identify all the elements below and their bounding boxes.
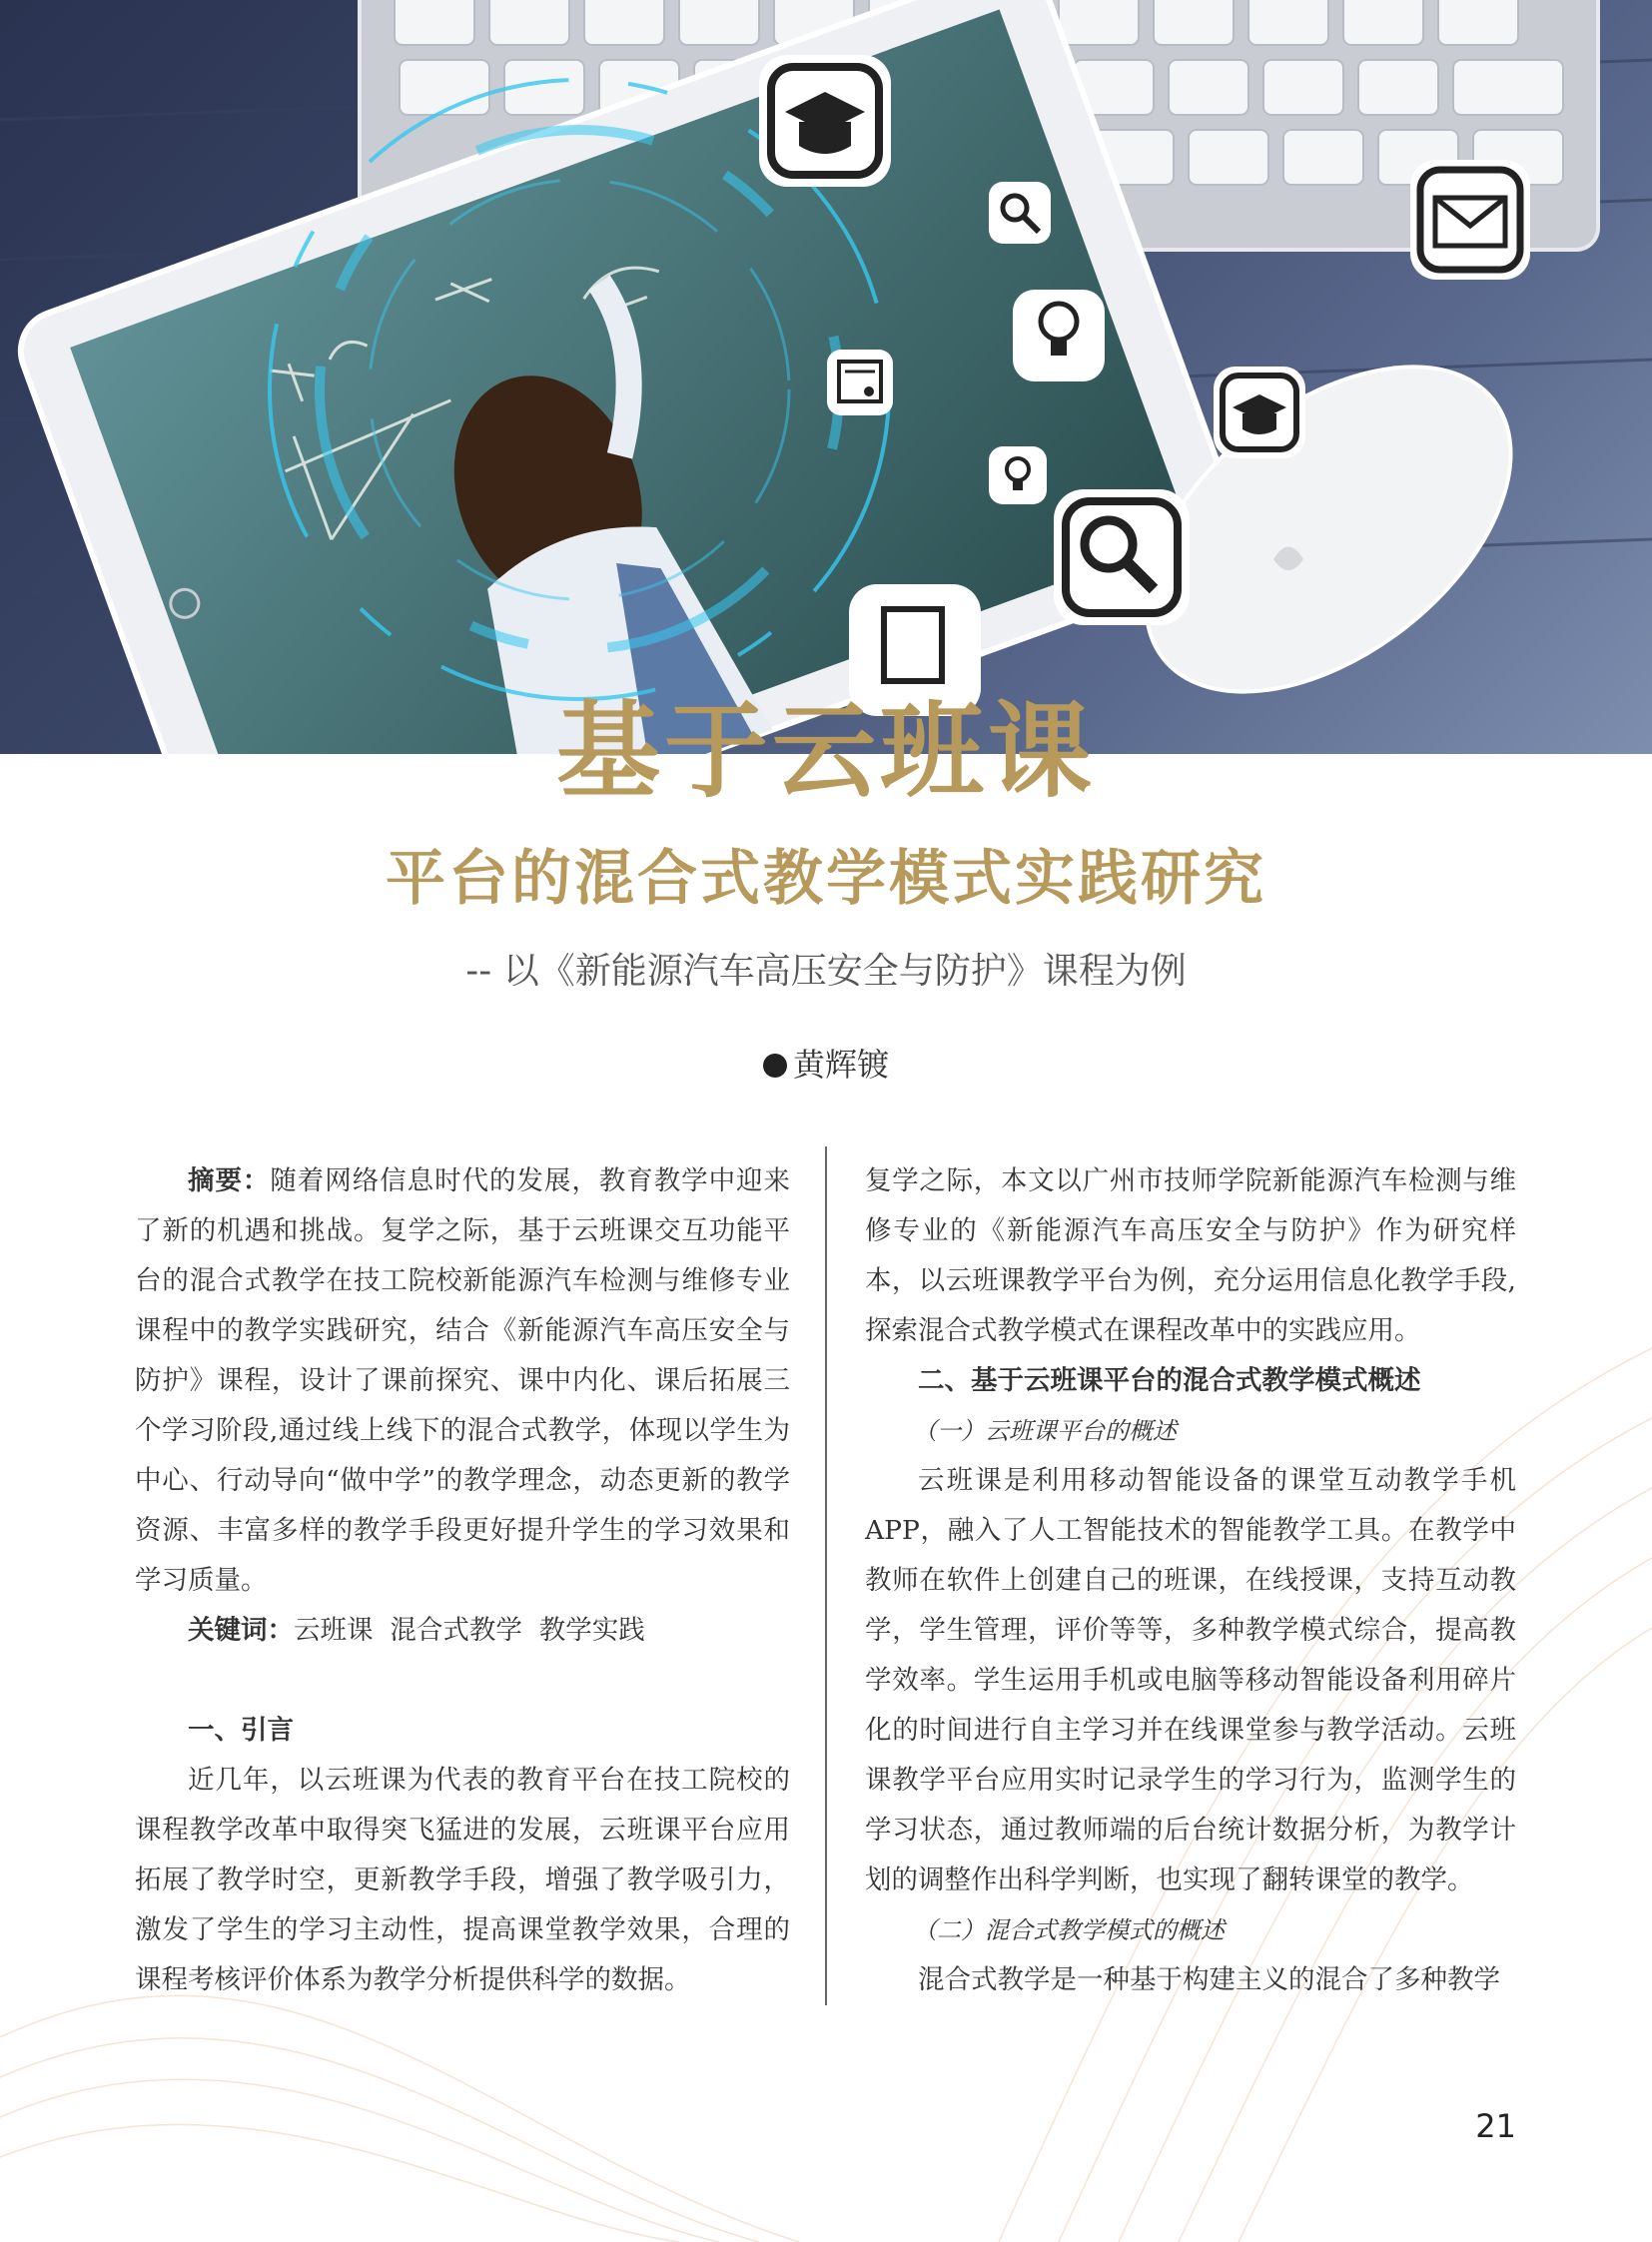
- keywords-label: 关键词：: [188, 1615, 294, 1646]
- section-heading-overview: 二、基于云班课平台的混合式教学模式概述: [918, 1365, 1421, 1396]
- page-number: 21: [1475, 2107, 1516, 2145]
- search-icon-large: [1054, 489, 1190, 625]
- article-subtitle: 平台的混合式教学模式实践研究: [386, 844, 1266, 914]
- spacer: [135, 1656, 790, 1706]
- article-case-line: -- 以《新能源汽车高压安全与防护》课程为例: [465, 951, 1187, 992]
- lightbulb-icon-small: [989, 446, 1047, 504]
- author-name: 黄辉镀: [792, 1046, 889, 1084]
- mail-icon: [1410, 160, 1530, 280]
- keywords-paragraph: [135, 1606, 790, 1656]
- abstract-label: 摘要：: [188, 1165, 271, 1196]
- mortarboard-icon-small: [1214, 367, 1305, 458]
- author-line: [0, 1046, 1652, 1084]
- search-icon: [989, 182, 1051, 244]
- mortarboard-icon: [759, 55, 891, 187]
- bullet-dot-icon: [763, 1054, 787, 1078]
- intro-paragraph: 近几年，以云班课为代表的教育平台在技工院校的课程教学改革中取得突飞猛进的发展，云班课平台应用拓展了教学时空，更新教学手段，增强了教学吸引力，激发了学生的学习主动性，提高课堂教学效果，合理的课程考核评价体系为教学分析提供科学的数据。: [135, 1765, 790, 1995]
- subsection-heading-platform: （一）云班课平台的概述: [913, 1417, 1177, 1445]
- column-divider: [825, 1146, 827, 2005]
- right-column: [865, 1156, 1516, 2005]
- article-title: 基于云班课: [555, 690, 1096, 812]
- hero-illustration: [0, 0, 1652, 754]
- lightbulb-icon: [1013, 290, 1105, 381]
- continued-paragraph: 复学之际，本文以广州市技师学院新能源汽车检测与维修专业的《新能源汽车高压安全与防护》作为研究样本，以云班课教学平台为例，充分运用信息化教学手段,探索混合式教学模式在课程改革中的实践应用。: [865, 1165, 1516, 1346]
- platform-paragraph: 云班课是利用移动智能设备的课堂互动教学手机APP，融入了人工智能技术的智能教学工具。在教学中教师在软件上创建自己的班课，在线授课，支持互动教学，学生管理，评价等等，多种教学模式综合，提高教学效率。学生运用手机或电脑等移动智能设备利用碎片化的时间进行自主学习并在线课堂参与教学活动。云班课教学平台应用实时记录学生的学习行为，监测学生的学习状态，通过教师端的后台统计数据分析，为教学计划的调整作出科学判断，也实现了翻转课堂的教学。: [865, 1465, 1516, 1895]
- keywords-text: 云班课 混合式教学 教学实践: [294, 1615, 645, 1646]
- left-column: [135, 1156, 790, 2005]
- subsection-heading-blended: （二）混合式教学模式的概述: [913, 1916, 1225, 1944]
- blended-paragraph: 混合式教学是一种基于构建主义的混合了多种教学: [918, 1964, 1500, 1995]
- certificate-icon: [827, 350, 893, 415]
- abstract-paragraph: [135, 1156, 790, 1606]
- section-heading-intro: 一、引言: [188, 1715, 294, 1746]
- abstract-text: 随着网络信息时代的发展，教育教学中迎来了新的机遇和挑战。复学之际，基于云班课交互功能平台的混合式教学在技工院校新能源汽车检测与维修专业课程中的教学实践研究，结合《新能源汽车高压安全与防护》课程，设计了课前探究、课中内化、课后拓展三个学习阶段,通过线上线下的混合式教学，体现以学生为中心、行动导向“做中学”的教学理念，动态更新的教学资源、丰富多样的教学手段更好提升学生的学习效果和学习质量。: [135, 1165, 791, 1596]
- hero-graphic: [0, 0, 1652, 754]
